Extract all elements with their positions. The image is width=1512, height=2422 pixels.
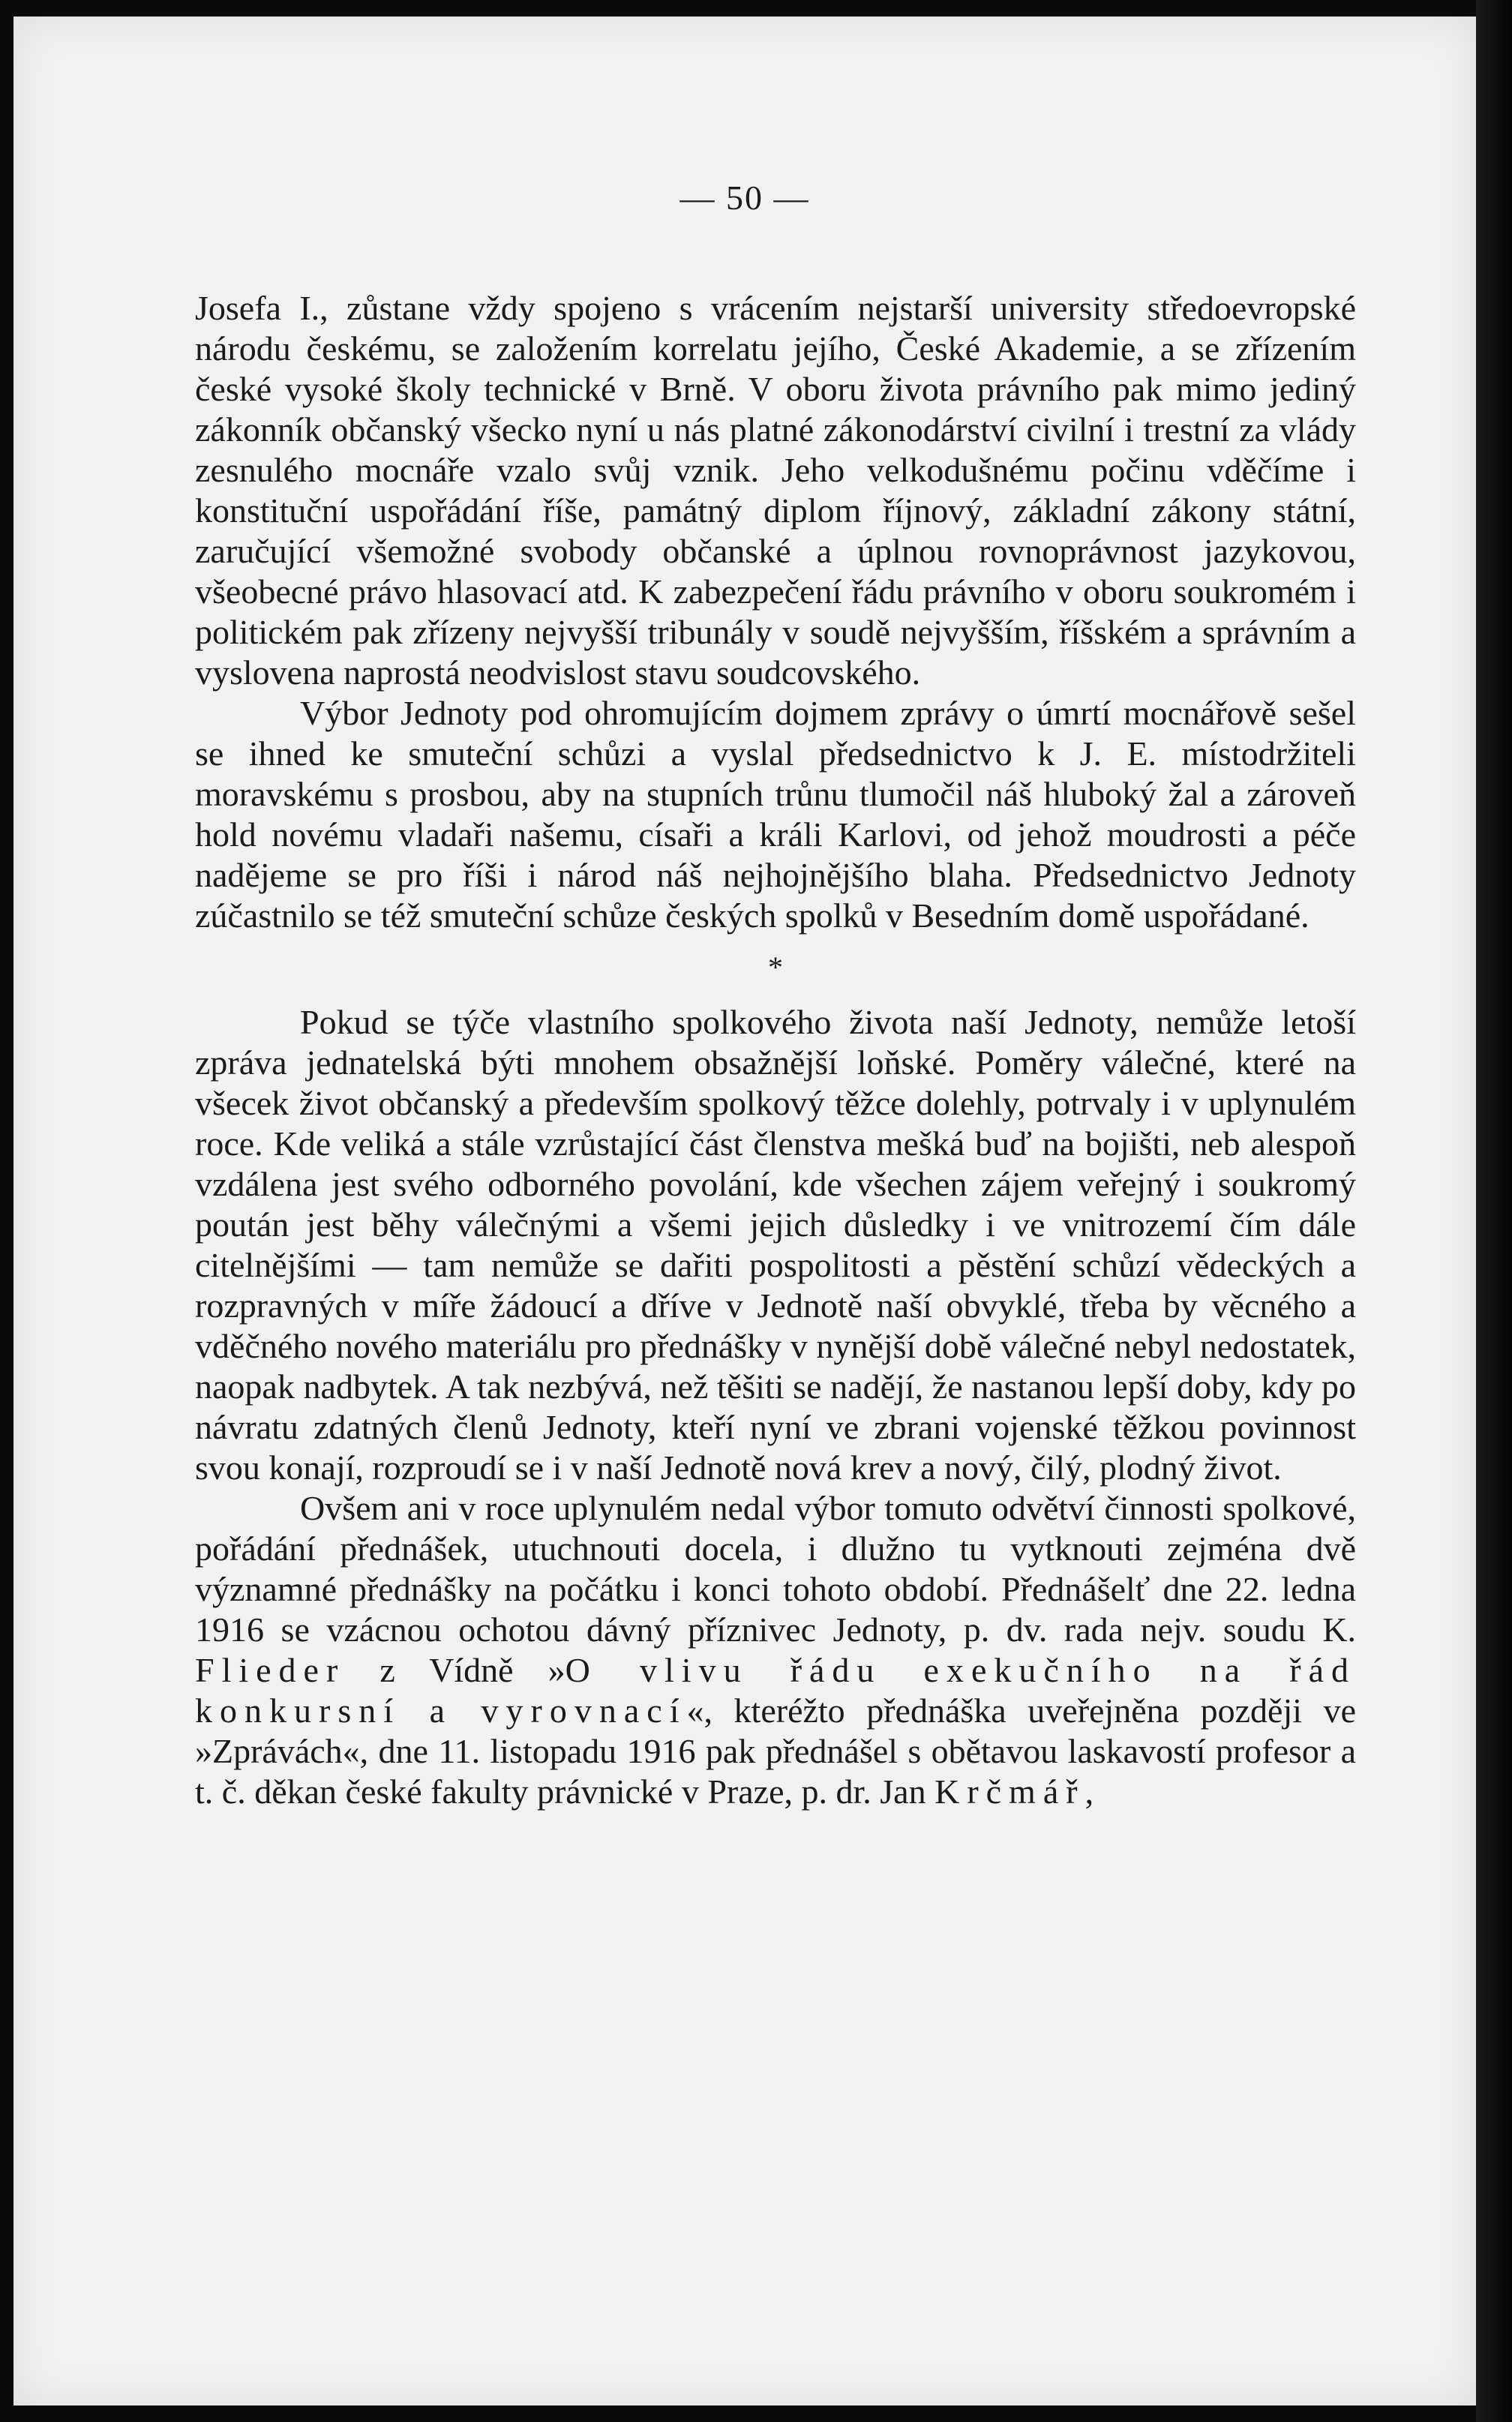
section-separator-asterisk: * (768, 950, 783, 984)
lectures-text-b: z Vídně » (345, 1651, 566, 1689)
page-number: — 50 — (680, 179, 810, 217)
paragraph-committee: Výbor Jednoty pod ohromujícím dojmem zprávy o úmrtí mocnářově sešel se ihned ke smuteční schůzi a vyslal předsednictvo k J. E. místodržiteli moravskému s prosbou, aby na stupních trůnu tlumočil náš hluboký žal a zároveň hold novému vladaři našemu, císaři a králi Karlovi, od jehož moudrosti a péče nadějeme se pro říši i národ náš nejhojnějšího blaha. Předsednictvo Jednoty zúčastnilo se též smuteční schůze českých spolků v Besedním domě uspořádané. (195, 694, 1356, 935)
scan-dark-edge (1476, 0, 1512, 2422)
paragraph-lectures (195, 1488, 1356, 1812)
paragraph-continuation: Josefa I., zůstane vždy spojeno s vrácením nejstarší university středoevropské národu českému, se založením korrelatu jejího, České Akademie, a se zřízením české vysoké školy technické v Brně. V oboru života právního pak mimo jediný zákonník občanský všecko nyní u nás platné zákonodárství civilní i trestní za vlády zesnulého mocnáře vzalo svůj vznik. Jeho velkodušnému počinu vděčíme i konstituční uspořádání říše, památný diplom říjnový, základní zákony státní, zaručující všemožné svobody občanské a úplnou rovnoprávnost jazykovou, všeobecné právo hlasovací atd. K zabezpečení řádu právního v oboru soukromém i politickém pak zřízeny nejvyšší tribunály v soudě nejvyšším, říšském a správním a vyslovena naprostá neodvislost stavu soudcovského. (195, 289, 1356, 692)
lecture-title: O vlivu řádu exekučního na řád konkursní a vyrovnací (195, 1651, 1356, 1730)
lectures-text-a: Ovšem ani v roce uplynulém nedal výbor tomuto odvětví činnosti spolkové, pořádání přednášek, utuchnouti docela, i dlužno tu vytknouti zejména dvě významné přednášky na počátku i konci tohoto období. Přednášelť dne 22. ledna 1916 se vzácnou ochotou dávný příznivec Jednoty, p. dv. rada nejv. soudu K. (195, 1489, 1356, 1649)
lecturer-name-flieder: Flieder (195, 1651, 346, 1689)
lectures-text-c: «, kteréžto přednáška uveřejněna později ve »Zprávách«, dne 11. listopadu 1916 pak přednášel s obětavou laskavostí profesor a t. č. děkan české fakulty právnické v Praze, p. dr. Jan (195, 1691, 1356, 1811)
body-text (195, 288, 1356, 1812)
paragraph-society-life: Pokud se týče vlastního spolkového života naší Jednoty, nemůže letoší zpráva jednatelská býti mnohem obsažnější loňské. Poměry válečné, které na všecek život občanský a především spolkový těžce dolehly, potrvaly i v uplynulém roce. Kde veliká a stále vzrůstající část členstva mešká buď na bojišti, neb alespoň vzdálena jest svého odborného povolání, kde všechen zájem veřejný i soukromý poután jest běhy válečnými a všemi jejich důsledky i ve vnitrozemí čím dále citelnějšími — tam nemůže se dařiti pospolitosti a pěstění schůzí vědeckých a rozpravných v míře žádoucí a dříve v Jednotě naší obvyklé, třeba by věcného a vděčného nového materiálu pro přednášky v nynější době válečné nebyl nedostatek, naopak nadbytek. A tak nezbývá, než těšiti se nadějí, že nastanou lepší doby, kdy po návratu zdatných členů Jednoty, kteří nyní ve zbrani vojenské těžkou povinnost svou konají, rozproudí se i v naší Jednotě nová krev a nový, čilý, plodný život. (195, 1003, 1356, 1487)
lecturer-name-krcmar: Krčmář (934, 1772, 1085, 1811)
book-page (14, 17, 1476, 2405)
lectures-text-d: , (1084, 1772, 1094, 1811)
